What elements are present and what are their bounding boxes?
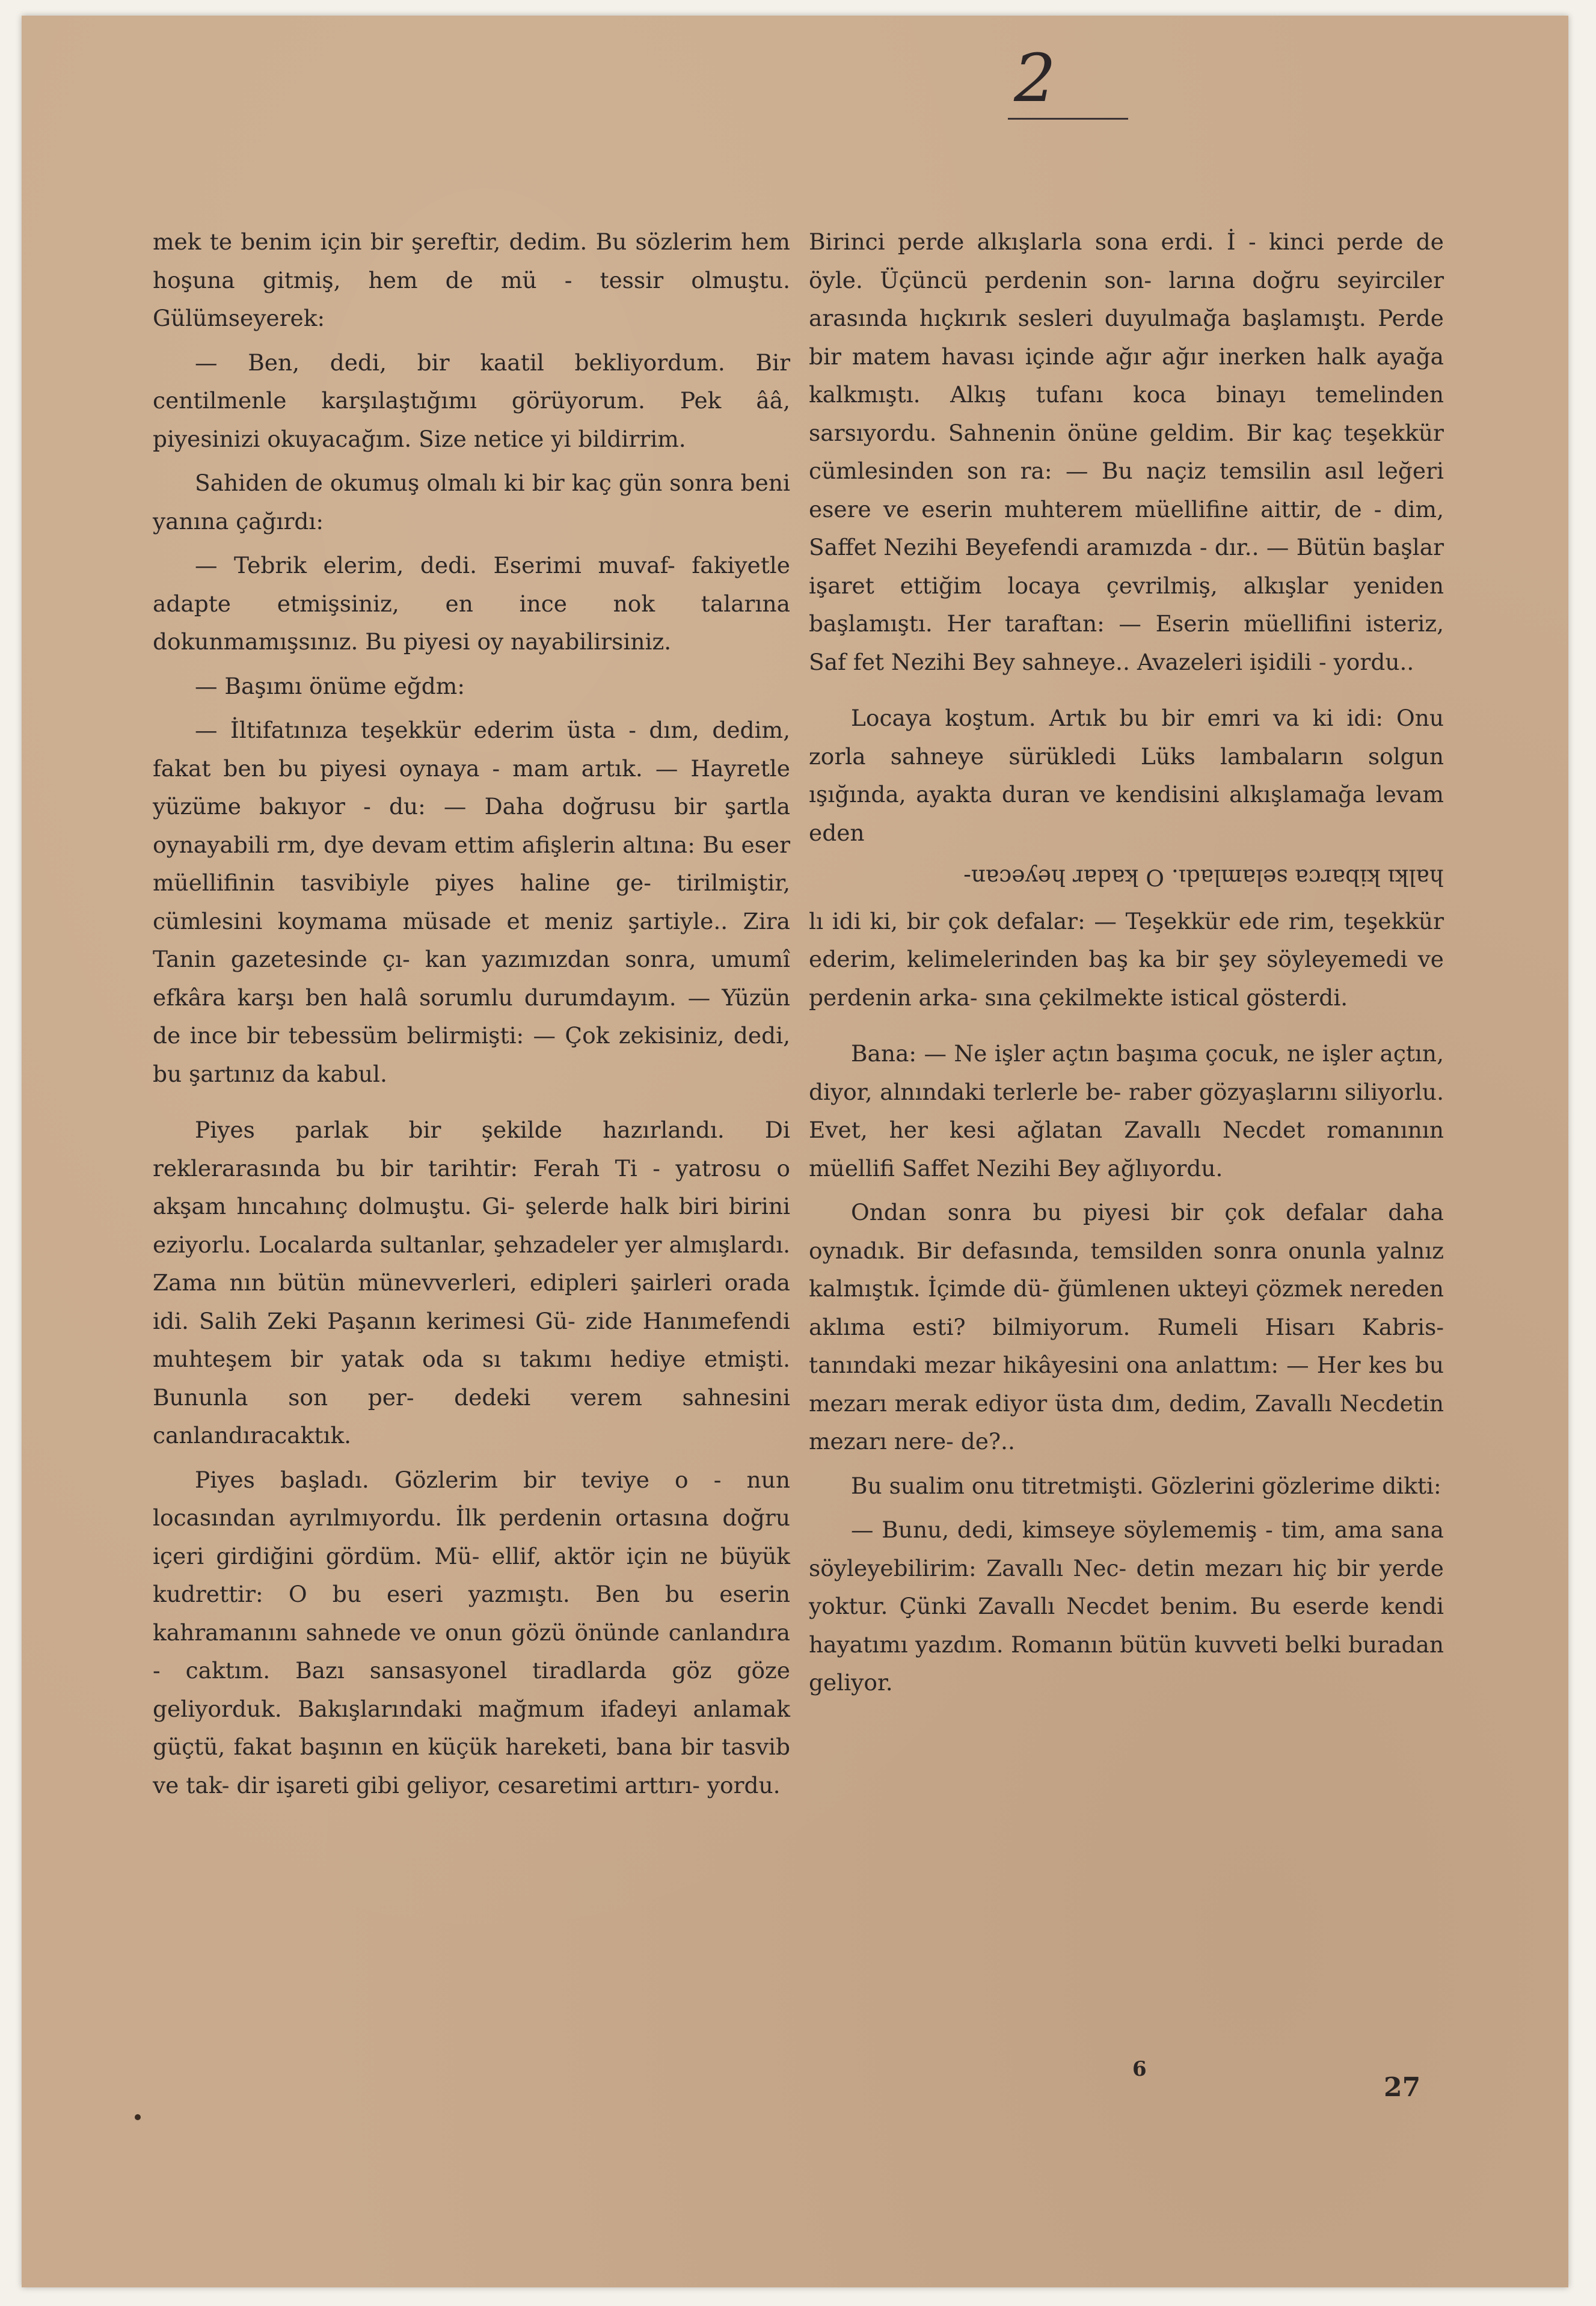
paragraph: mek te benim için bir şereftir, dedim. Bu sözlerim hem hoşuna gitmiş, hem de mü - tessir olmuştu. Gülümseyerek: [153,228,790,331]
ink-spot [135,2114,141,2120]
paragraph: — İltifatınıza teşekkür ederim üsta - dım, dedim, fakat ben bu piyesi oynaya - mam artık. — Hayretle yüzüme bakıyor - du: — Daha doğrusu bir şartla oynayabili rm, dye devam ettim afişlerin altına: Bu eser müellifinin tasvibiyle piyes haline ge- tirilmiştir, cümlesini koymama müsade et meniz şartiyle.. Zira Tanin gazetesinde çı- kan yazımızdan sonra, umumî efkâra karşı ben halâ sorumlu durumdayım. — Yüzün de ince bir tebessüm belirmişti: — Çok zekisiniz, dedi, bu şartınız da kabul. [153,717,790,1087]
paragraph: Ondan sonra bu piyesi bir çok defalar daha oynadık. Bir defasında, temsilden sonra onunla yalnız kalmıştık. İçimde dü- ğümlenen ukteyi çözmek nereden aklıma esti? bilmiyorum. Rumeli Hisarı Kabris- tanındaki mezar hikâyesini ona anlattım: — Her kes bu mezarı merak ediyor üsta dım, dedim, Zavallı Necdetin mezarı nere- de?.. [809,1199,1444,1455]
paragraph: — Başımı önüme eğdm: [195,672,465,699]
paragraph: lı idi ki, bir çok defalar: — Teşekkür ede rim, teşekkür ederim, kelimelerinden baş ka bir şey söyleyemedi ve perdenin arka- sına çekilmekte istical gösterdi. [809,907,1444,1011]
paragraph: Birinci perde alkışlarla sona erdi. İ - kinci perde de öyle. Üçüncü perdenin son- larına doğru seyirciler arasında hıçkırık sesleri duyulmağa başlamıştı. Perde bir matem havası içinde ağır ağır inerken halk ayağa kalkmıştı. Alkış tufanı koca binayı temelinden sarsıyordu. Sahnenin önüne geldim. Bir kaç teşekkür cümlesinden son ra: — Bu naçiz temsilin asıl leğeri esere ve eserin muhterem müellifine aittir, de - dim, Saffet Nezihi Beyefendi aramızda - dır.. — Bütün başlar işaret ettiğim locaya çevrilmiş, alkışlar yeniden başlamıştı. Her taraftan: — Eserin müellifini isteriz, Saf fet Nezihi Bey sahneye.. Avazeleri işidili - yordu.. [809,228,1444,675]
signature-mark: 6 [1132,2057,1147,2081]
inverted-line: halkı kibarca selamladı. O kadar heyecan- [963,864,1444,891]
page-mark-underline [1008,118,1128,120]
paragraph: Piyes parlak bir şekilde hazırlandı. Di reklerarasında bu bir tarihtir: Ferah Ti - yatrosu o akşam hıncahınç dolmuştu. Gi- şelerde halk biri birini eziyorlu. Localarda sultanlar, şehzadeler yer almışlardı. Zama nın bütün münevverleri, edipleri şairleri orada idi. Salih Zeki Paşanın kerimesi Gü- zide Hanımefendi muhteşem bir yatak oda sı takımı hediye etmişti. Bununla son per- dedeki verem sahnesini canlandıracaktık. [153,1117,790,1449]
page-number: 27 [1384,2072,1421,2103]
paragraph: Bana: — Ne işler açtın başıma çocuk, ne işler açtın, diyor, alnındaki terlerle be- raber gözyaşlarını siliyorlu. Evet, her kesi ağlatan Zavallı Necdet romanının müellifi Saffet Nezihi Bey ağlıyordu. [809,1040,1444,1182]
paper-sheet [22,16,1568,2287]
left-column [153,223,790,1811]
paragraph: — Tebrik elerim, dedi. Eserimi muvaf- fakiyetle adapte etmişsiniz, en ince nok talarına dokunmamışsınız. Bu piyesi oy nayabilirsiniz. [153,552,790,655]
handwritten-page-mark: 2 [1014,40,1056,117]
right-column [809,223,1444,1708]
paragraph: Bu sualim onu titretmişti. Gözlerini gözlerime dikti: [851,1472,1441,1499]
paragraph: Locaya koştum. Artık bu bir emri va ki idi: Onu zorla sahneye sürükledi Lüks lambaların solgun ışığında, ayakta duran ve kendisini alkışlamağa levam eden [809,705,1444,846]
paragraph: Sahiden de okumuş olmalı ki bir kaç gün sonra beni yanına çağırdı: [153,470,790,535]
paragraph: — Ben, dedi, bir kaatil bekliyordum. Bir centilmenle karşılaştığımı görüyorum. Pek ââ, piyesinizi okuyacağım. Size netice yi bildirrim. [153,349,790,452]
paragraph: Piyes başladı. Gözlerim bir teviye o - nun locasından ayrılmıyordu. İlk perdenin ortasına doğru içeri girdiğini gördüm. Mü- ellif, aktör için ne büyük kudrettir: O bu eseri yazmıştı. Ben bu eserin kahramanını sahnede ve onun gözü önünde canlandıra - caktım. Bazı sansasyonel tiradlarda göz göze geliyorduk. Bakışlarındaki mağmum ifadeyi anlamak güçtü, fakat başının en küçük hareketi, bana bir tasvib ve tak- dir işareti gibi geliyor, cesaretimi arttırı- yordu. [153,1466,790,1798]
paragraph: — Bunu, dedi, kimseye söylememiş - tim, ama sana söyleyebilirim: Zavallı Nec- detin mezarı hiç bir yerde yoktur. Çünki Zavallı Necdet benim. Bu eserde kendi hayatımı yazdım. Romanın bütün kuvveti belki buradan geliyor. [809,1516,1444,1696]
